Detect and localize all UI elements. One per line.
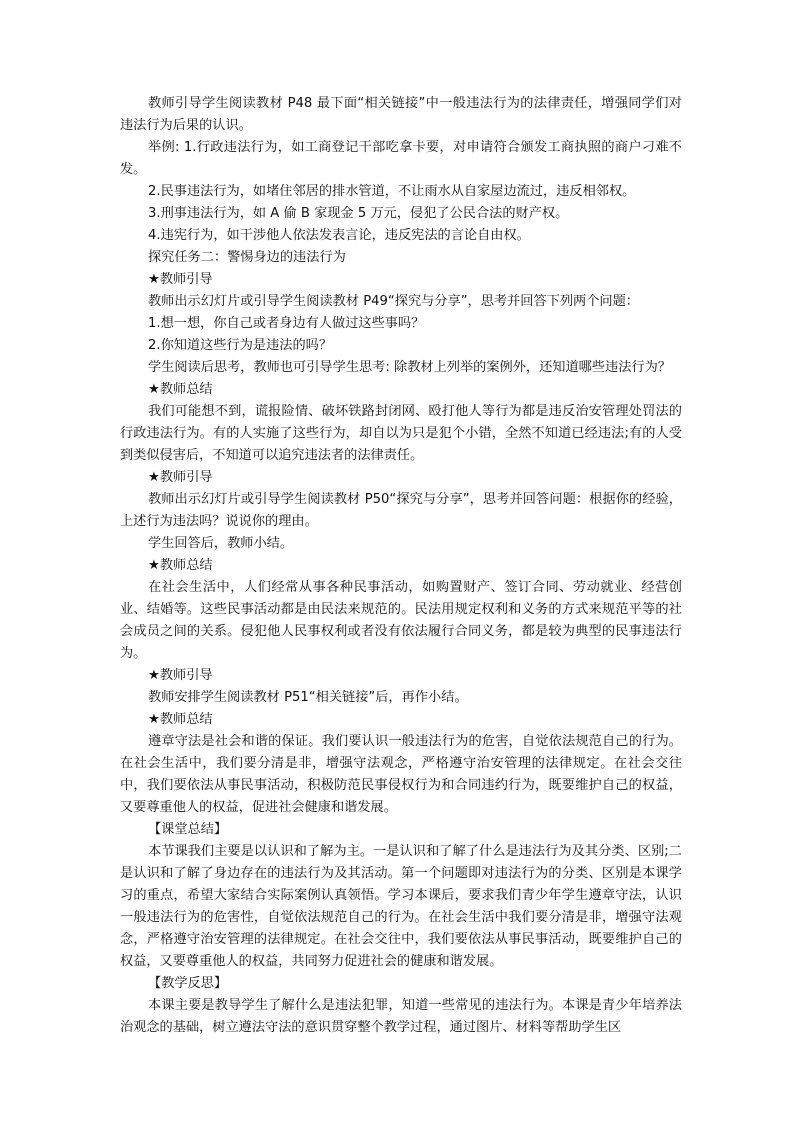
section-heading: 【教学反思】: [148, 976, 228, 991]
paragraph: 教师出示幻灯片或引导学生阅读教材 P49“探究与分享”，思考并回答下列两个问题：: [148, 294, 639, 309]
section-heading: 【课堂总结】: [148, 822, 228, 837]
paragraph: 学生阅读后思考，教师也可引导学生思考: 除教材上列举的案例外，还知道哪些违法行为？: [148, 360, 671, 375]
paragraph: 我们可能想不到，谎报险情、破坏铁路封闭网、殴打他人等行为都是违反治安管理处罚法的行政违法行为。有的人实施了这些行为，却自以为只是犯个小错，全然不知道已经违法;有的人受到类似侵害后，不知道可以追究违法者的法律责任。: [120, 404, 682, 463]
paragraph: 教师出示幻灯片或引导学生阅读教材 P50“探究与分享”，思考并回答问题：根据你的经验，上述行为违法吗？说说你的理由。: [120, 492, 682, 529]
paragraph: 3.刑事违法行为，如 A 偷 B 家现金 5 万元，侵犯了公民合法的财产权。: [148, 206, 569, 221]
subsection-heading: ★教师总结: [148, 712, 213, 727]
paragraph: 2.你知道这些行为是违法的吗？: [148, 338, 333, 353]
section-heading: 探究任务二：警惕身边的违法行为: [148, 250, 346, 265]
paragraph: 1.想一想，你自己或者身边有人做过这些事吗？: [148, 316, 425, 331]
paragraph: 遵章守法是社会和谐的保证。我们要认识一般违法行为的危害，自觉依法规范自己的行为。在社会生活中，我们要分清是非，增强守法观念，严格遵守治安管理的法律规定。在社会交往中，我们要依法从事民事活动，积极防范民事侵权行为和合同违约行为，既要维护自己的权益，又要尊重他人的权益，促进社会健康和谐发展。: [120, 734, 682, 815]
paragraph: 2.民事违法行为，如堵住邻居的排水管道，不让雨水从自家屋边流过，违反相邻权。: [148, 184, 636, 199]
paragraph: 本课主要是教导学生了解什么是违法犯罪，知道一些常见的违法行为。本课是青少年培养法治观念的基础，树立遵法守法的意识贯穿整个教学过程，通过图片、材料等帮助学生区: [120, 998, 682, 1035]
subsection-heading: ★教师引导: [148, 470, 213, 485]
paragraph: 教师安排学生阅读教材 P51“相关链接”后，再作小结。: [148, 690, 468, 705]
subsection-heading: ★教师总结: [148, 382, 213, 397]
subsection-heading: ★教师引导: [148, 272, 213, 287]
paragraph: 教师引导学生阅读教材 P48 最下面“相关链接”中一般违法行为的法律责任，增强同学们对违法行为后果的认识。: [120, 96, 682, 133]
paragraph: 在社会生活中，人们经常从事各种民事活动，如购置财产、签订合同、劳动就业、经营创业、结婚等。这些民事活动都是由民法来规范的。民法用规定权利和义务的方式来规范平等的社会成员之间的关系。侵犯他人民事权利或者没有依法履行合同义务，都是较为典型的民事违法行为。: [120, 580, 682, 661]
paragraph: 学生回答后，教师小结。: [148, 536, 294, 551]
document-body: [120, 93, 682, 1039]
subsection-heading: ★教师引导: [148, 668, 213, 683]
paragraph: 本节课我们主要是以认识和了解为主。一是认识和了解了什么是违法行为及其分类、区别;二是认识和了解了身边存在的违法行为及其活动。第一个问题即对违法行为的分类、区别是本课学习的重点，希望大家结合实际案例认真领悟。学习本课后，要求我们青少年学生遵章守法，认识一般违法行为的危害性，自觉依法规范自己的行为。在社会生活中我们要分清是非，增强守法观念，严格遵守治安管理的法律规定。在社会交往中，我们要依法从事民事活动，既要维护自己的权益，又要尊重他人的权益，共同努力促进社会的健康和谐发展。: [120, 844, 682, 969]
paragraph: 举例: 1.行政违法行为，如工商登记干部吃拿卡要，对申请符合颁发工商执照的商户刁难不发。: [120, 140, 682, 177]
subsection-heading: ★教师总结: [148, 558, 213, 573]
paragraph: 4.违宪行为，如干涉他人依法发表言论，违反宪法的言论自由权。: [148, 228, 530, 243]
